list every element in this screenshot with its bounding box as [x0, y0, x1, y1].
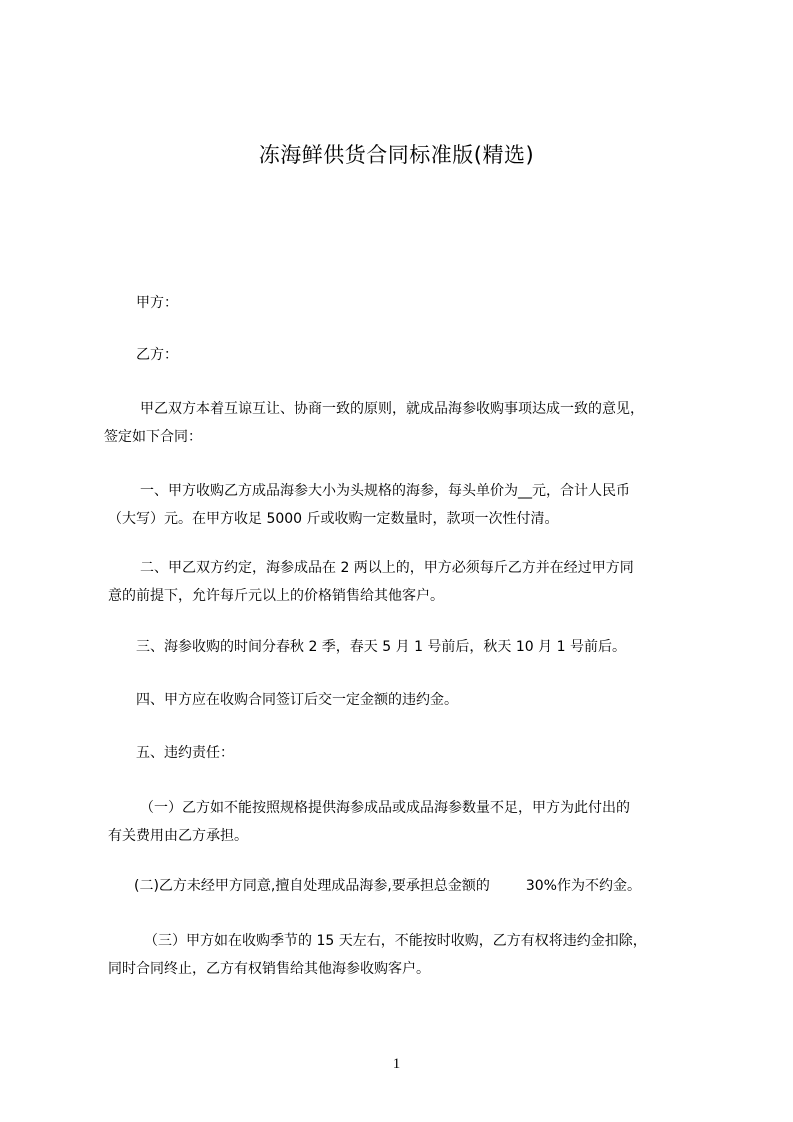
clause-1-line-1: 一、甲方收购乙方成品海参大小为头规格的海参，每头单价为__元，合计人民币 [140, 483, 630, 499]
sub-clause-3-line-2: 同时合同终止，乙方有权销售给其他海参收购客户。 [108, 961, 430, 977]
sub-clause-3-paragraph [108, 927, 718, 983]
sub-clause-2-part-2: 30%作为不约金。 [525, 878, 641, 894]
sub-clause-3-line-1: （三）甲方如在收购季节的 15 天左右，不能按时收购，乙方有权将违约金扣除， [144, 933, 647, 949]
clause-2-line-1: 二、甲乙双方约定，海参成品在 2 两以上的，甲方必须每斤乙方并在经过甲方同 [140, 560, 634, 576]
intro-line-2: 签定如下合同： [104, 429, 202, 445]
sub-clause-2-part-1: (二)乙方未经甲方同意,擅自处理成品海参,要承担总金额的 [134, 878, 490, 894]
document-title: 冻海鲜供货合同标准版(精选) [258, 143, 535, 167]
clause-1-line-2: （大写）元。在甲方收足 5000 斤或收购一定数量时，款项一次性付清。 [108, 511, 559, 527]
sub-clause-1-line-1: （一）乙方如不能按照规格提供海参成品或成品海参数量不足，甲方为此付出的 [140, 800, 630, 816]
clause-4-text: 四、甲方应在收购合同签订后交一定金额的违约金。 [136, 692, 458, 708]
clause-5-heading: 五、违约责任： [136, 745, 234, 761]
sub-clause-1-line-2: 有关费用由乙方承担。 [108, 828, 248, 844]
intro-line-1: 甲乙双方本着互谅互让、协商一致的原则，就成品海参收购事项达成一致的意见， [140, 401, 644, 417]
party-a-label: 甲方： [136, 295, 178, 311]
clause-2-line-2: 意的前提下，允许每斤元以上的价格销售给其他客户。 [108, 588, 444, 604]
clause-1-paragraph [108, 477, 718, 533]
page-number: 1 [392, 1056, 401, 1072]
intro-paragraph [104, 395, 718, 451]
sub-clause-2-text [134, 874, 734, 898]
clause-2-paragraph [108, 554, 718, 610]
party-b-label: 乙方： [136, 347, 178, 363]
clause-3-text: 三、海参收购的时间分春秋 2 季，春天 5 月 1 号前后，秋天 10 月 1 号前后。 [136, 639, 626, 655]
sub-clause-1-paragraph [108, 794, 718, 850]
